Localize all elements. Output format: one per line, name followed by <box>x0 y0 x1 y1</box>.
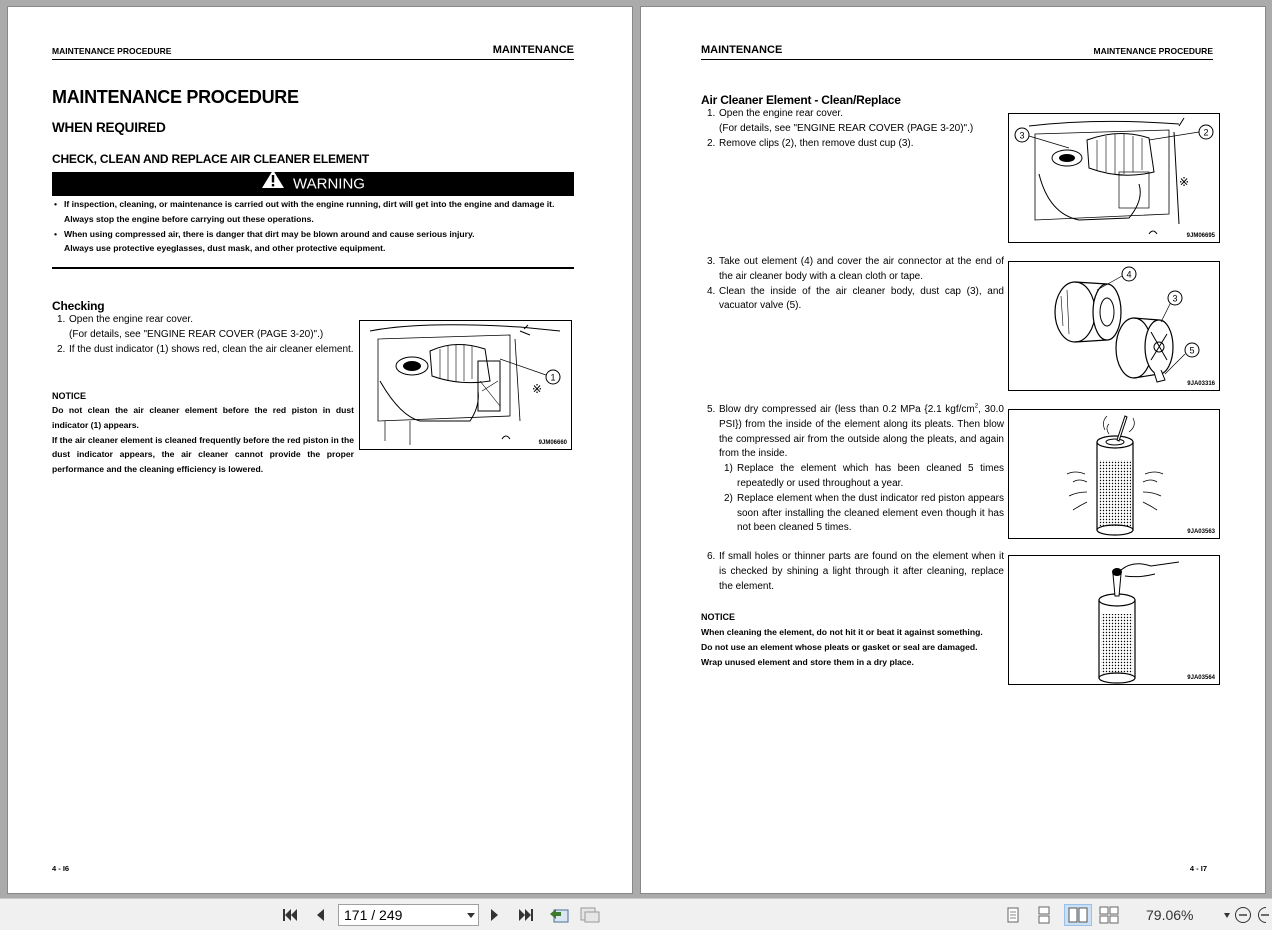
list-item: 4. Clean the inside of the air cleaner body, dust cap (3), and vacuator valve (5). <box>707 285 1004 312</box>
sub-item: 1) Replace the element which has been cleaned 5 times repeatedly or used throughout a year. <box>724 463 1004 489</box>
chevron-down-icon[interactable] <box>1224 913 1230 918</box>
page-header <box>52 42 574 60</box>
header-right: MAINTENANCE <box>492 44 574 56</box>
first-page-icon <box>281 907 299 923</box>
steps-3-4 <box>702 255 1004 314</box>
go-back-button[interactable] <box>547 904 571 926</box>
warning-list <box>54 197 574 256</box>
air-cleaner-clips-figure <box>1008 113 1220 243</box>
checking-steps <box>52 313 354 357</box>
svg-text:5: 5 <box>1189 345 1195 356</box>
warning-triangle-icon <box>261 169 285 197</box>
forward-view-icon <box>579 906 601 924</box>
warning-item: • If inspection, cleaning, or maintenance is carried out with the engine running, dirt will get into the engine and damage it. Always stop the engine before carrying out these operations. <box>54 199 555 224</box>
page-number: 4 - I6 <box>52 864 70 873</box>
page-number: 4 - I7 <box>1189 864 1207 873</box>
two-page-icon <box>1068 906 1088 924</box>
notice-title: NOTICE <box>701 612 736 622</box>
next-page-button[interactable] <box>483 904 507 926</box>
figure-code: 9JA03563 <box>1187 529 1215 535</box>
warning-label: WARNING <box>293 175 365 193</box>
right-page <box>640 6 1266 894</box>
list-item: 2. If the dust indicator (1) shows red, clean the air cleaner element. <box>57 343 354 355</box>
two-page-continuous-button[interactable] <box>1097 904 1121 926</box>
notice-body: When cleaning the element, do not hit it or beat it against something. Do not use an element whose pleats or gasket or seal are damaged. Wrap unused element and store them in a dry place. <box>701 627 983 667</box>
element-dust-cup-figure <box>1008 261 1220 391</box>
figure-code: 9JM06695 <box>1186 233 1215 239</box>
section-title: Air Cleaner Element - Clean/Replace <box>701 93 901 107</box>
warning-divider <box>52 267 574 269</box>
back-view-icon <box>548 906 570 924</box>
single-page-view-button[interactable] <box>1001 904 1025 926</box>
svg-text:3: 3 <box>1172 293 1178 304</box>
svg-text:※: ※ <box>1179 175 1190 189</box>
step-6 <box>702 550 1004 594</box>
figure-code: 9JM06660 <box>538 440 567 446</box>
step-5 <box>702 403 1004 536</box>
zoom-value: 79.06% <box>1146 907 1194 923</box>
last-page-button[interactable] <box>514 904 538 926</box>
list-item: 1. Open the engine rear cover. (For details, see "ENGINE REAR COVER (PAGE 3-20)".) <box>707 108 974 134</box>
blow-air-element-figure <box>1008 409 1220 539</box>
notice-title: NOTICE <box>52 391 87 401</box>
list-item: 3. Take out element (4) and cover the air connector at the end of the air cleaner body with a clean cloth or tape. <box>707 256 1004 282</box>
steps-1-2 <box>702 107 1004 151</box>
page-number-value: 171 / 249 <box>344 907 403 923</box>
first-page-button[interactable] <box>278 904 302 926</box>
checking-title: Checking <box>52 299 105 313</box>
two-page-continuous-icon <box>1099 906 1119 924</box>
header-right: MAINTENANCE PROCEDURE <box>1093 46 1213 56</box>
svg-text:2: 2 <box>1203 127 1209 138</box>
left-page <box>7 6 633 894</box>
viewer-toolbar <box>0 898 1272 930</box>
list-item: 2. Remove clips (2), then remove dust cup (3). <box>707 137 914 149</box>
warning-banner <box>52 172 574 196</box>
engine-compartment-figure <box>359 320 572 450</box>
section-title: CHECK, CLEAN AND REPLACE AIR CLEANER ELEMENT <box>52 152 369 166</box>
sub-item: 2) Replace element when the dust indicator red piston appears soon after installing the cleaned element even though it has not been cleaned 5 times. <box>724 492 1004 534</box>
page-subtitle: WHEN REQUIRED <box>52 120 166 135</box>
page-title: MAINTENANCE PROCEDURE <box>52 87 299 107</box>
figure-callout: 1 <box>550 372 556 383</box>
list-item: 5. Blow dry compressed air (less than 0.2 MPa {2.1 kgf/$cm^2$, 30.0 PSI}) from the inside of the element along its pleats. Then blow the compressed air from the outside along the pleats, and again from the inside. 1) Replace the element which has been cleaned 5 times repeatedly or used throughout a year. 2) Replace element when the dust indicator red piston appears soon after installing the cleaned element even though it has not been cleaned 5 times. <box>702 403 1004 536</box>
figure-code: 9JA03316 <box>1187 381 1215 387</box>
two-page-view-button[interactable] <box>1064 904 1092 926</box>
previous-page-icon <box>313 907 327 923</box>
header-left: MAINTENANCE <box>701 44 783 56</box>
page-header <box>701 42 1213 60</box>
zoom-in-icon <box>1257 906 1269 924</box>
zoom-in-button[interactable] <box>1256 904 1270 926</box>
single-page-icon <box>1005 906 1021 924</box>
last-page-icon <box>517 907 535 923</box>
list-item: 6. If small holes or thinner parts are found on the element when it is checked by shining a light through it after cleaning, replace the element. <box>707 551 1004 592</box>
continuous-view-button[interactable] <box>1032 904 1056 926</box>
list-item: 1. Open the engine rear cover. (For details, see "ENGINE REAR COVER (PAGE 3-20)".) <box>57 314 324 340</box>
zoom-out-icon <box>1234 906 1252 924</box>
go-forward-button[interactable] <box>578 904 602 926</box>
svg-text:4: 4 <box>1126 269 1132 280</box>
zoom-out-button[interactable] <box>1233 904 1253 926</box>
svg-text:※: ※ <box>532 382 543 396</box>
previous-page-button[interactable] <box>308 904 332 926</box>
next-page-icon <box>488 907 502 923</box>
svg-text:3: 3 <box>1019 130 1025 141</box>
warning-item: • When using compressed air, there is danger that dirt may be blown around and cause serious injury. Always use protective eyeglasses, dust mask, and other protective equipment. <box>54 228 475 254</box>
header-left: MAINTENANCE PROCEDURE <box>52 46 172 56</box>
page-number-input[interactable] <box>338 904 479 926</box>
notice-body: Do not clean the air cleaner element before the red piston in dust indicator (1) appears. If the air cleaner element is cleaned frequently before the red piston in the dust indicator appears, the air cleaner cannot provide the proper performance and the cleaning efficiency is lowered. <box>52 405 354 475</box>
chevron-down-icon[interactable] <box>467 913 475 918</box>
continuous-page-icon <box>1036 906 1052 924</box>
zoom-select[interactable] <box>1146 904 1232 926</box>
figure-code: 9JA03564 <box>1187 675 1215 681</box>
light-inspection-figure <box>1008 555 1220 685</box>
